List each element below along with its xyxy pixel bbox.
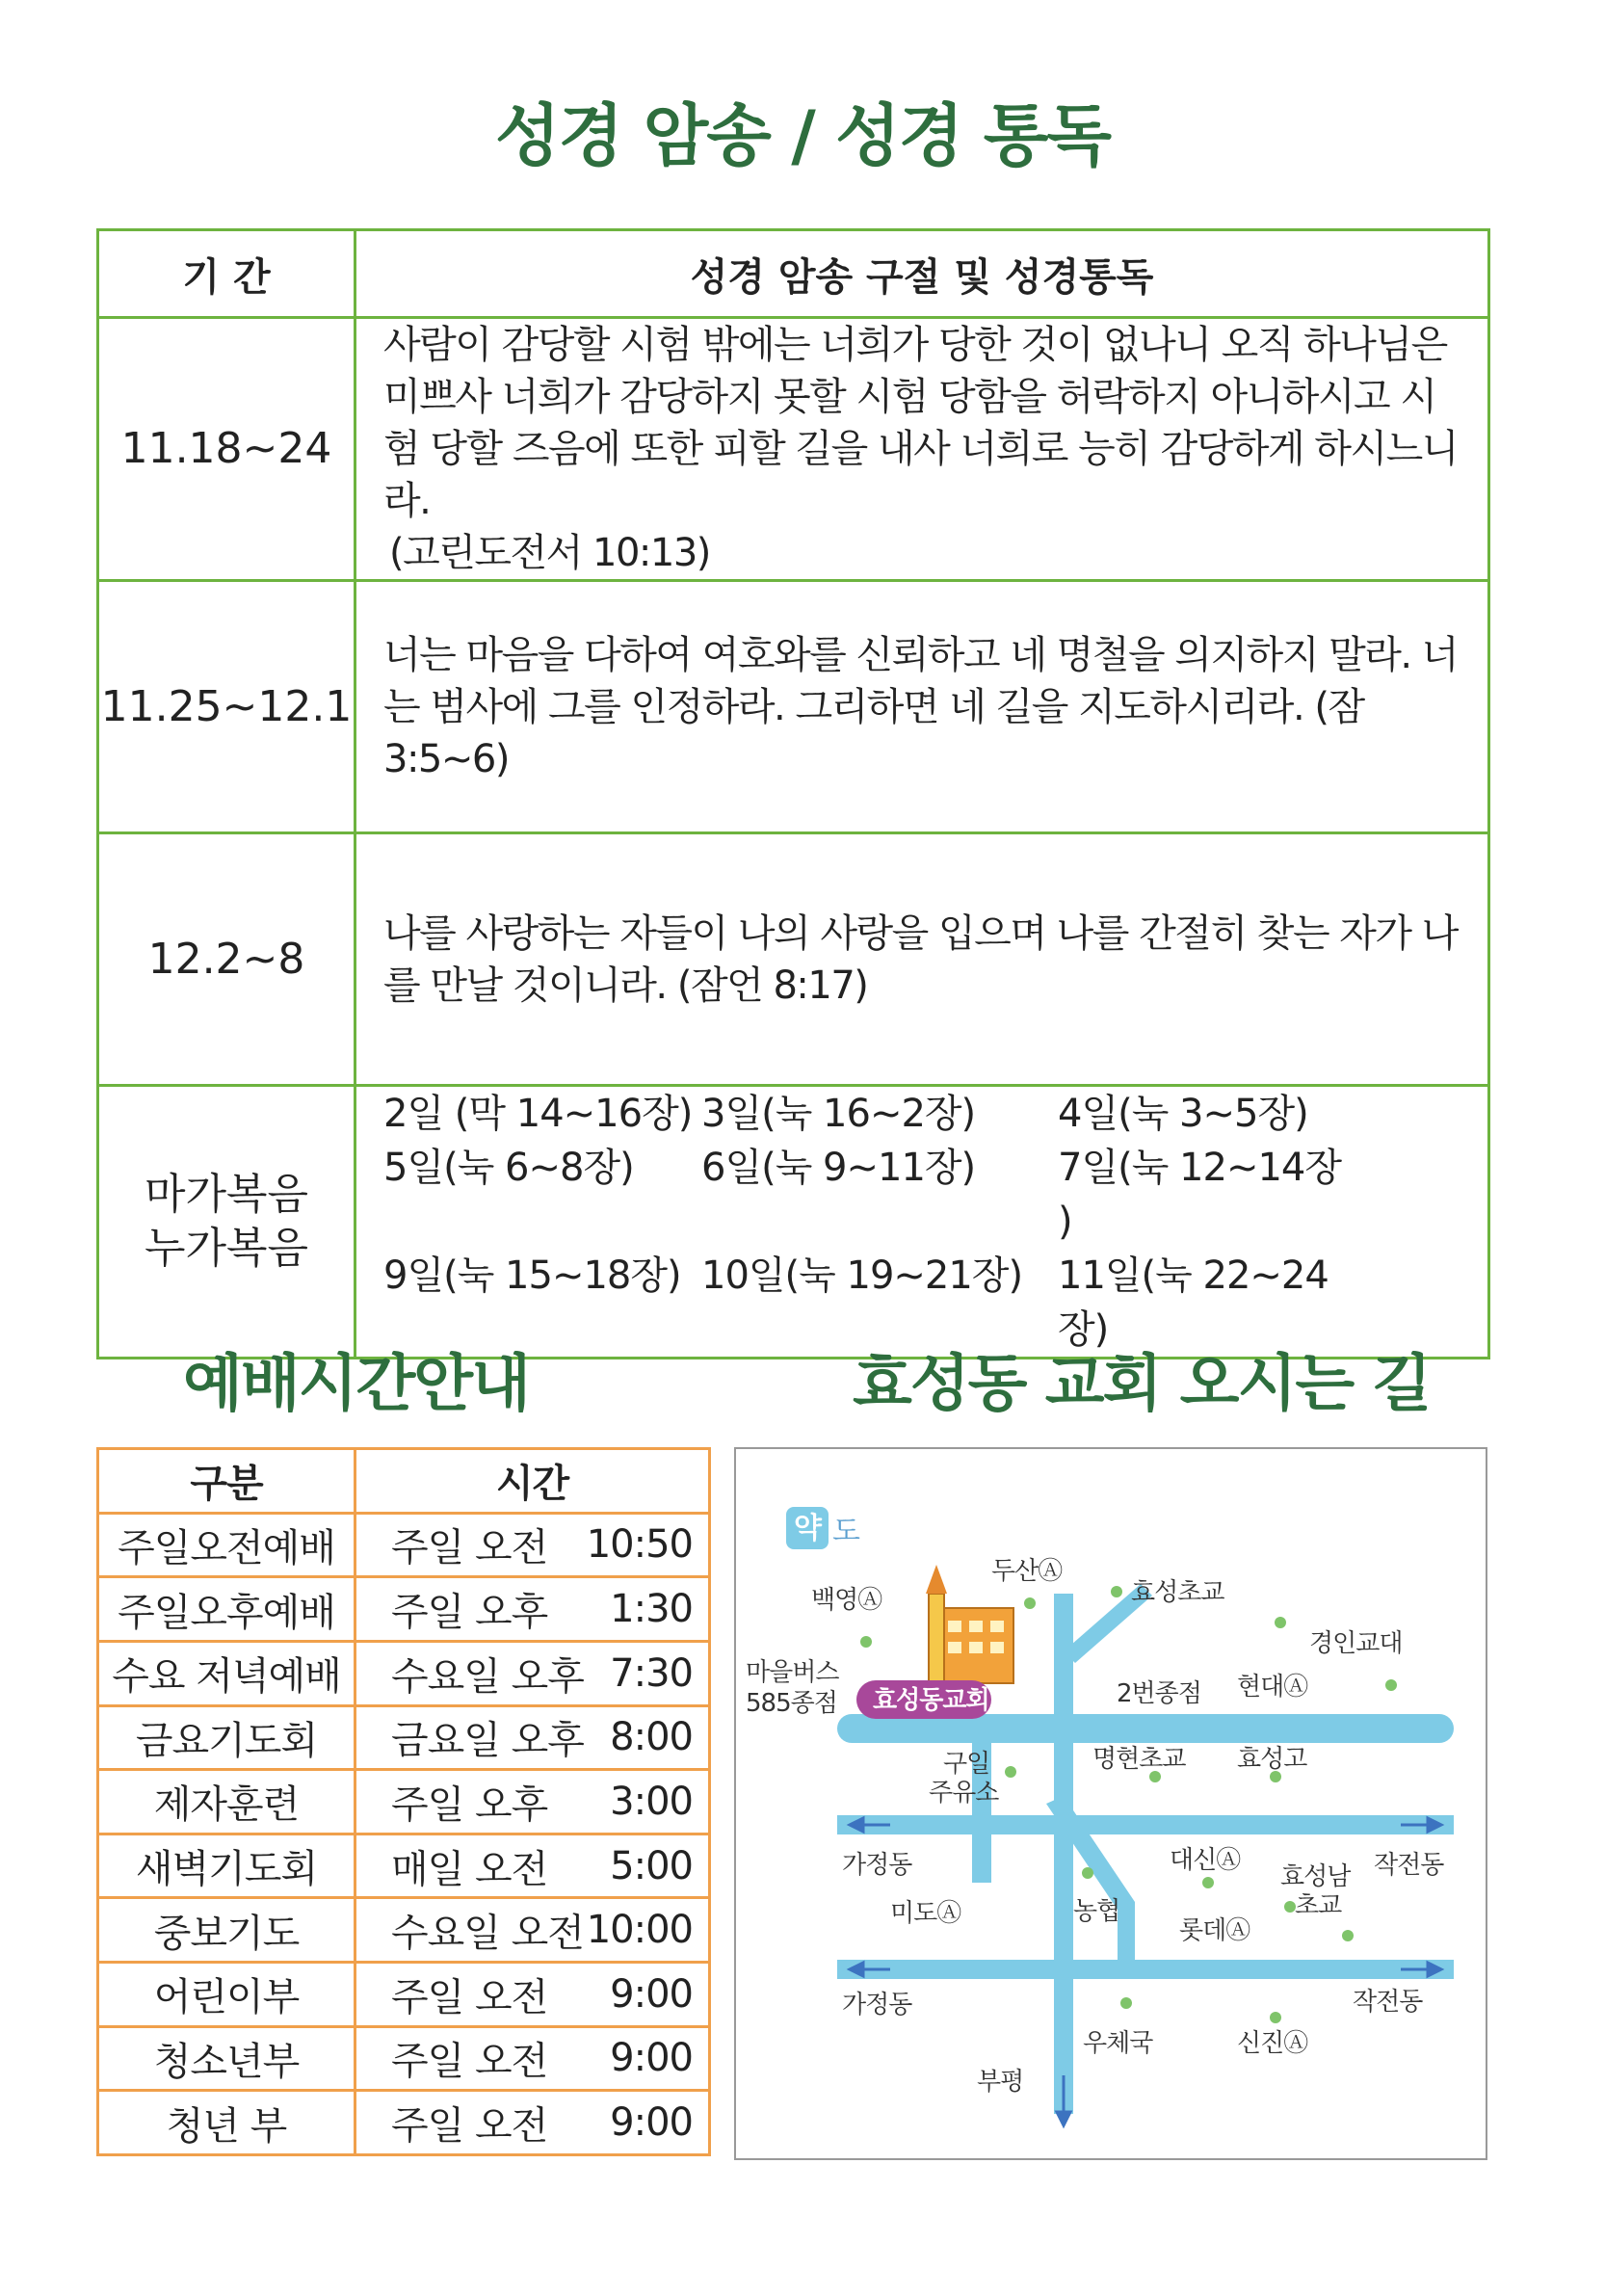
service-time: 9:00 <box>610 1971 693 2017</box>
reading-day: 4일(눅 3~5장) <box>1058 1092 1308 1136</box>
church-map <box>734 1447 1487 2160</box>
service-name: 제자훈련 <box>98 1770 355 1834</box>
map-label: 백영Ⓐ <box>811 1586 882 1615</box>
service-name: 중보기도 <box>98 1898 355 1963</box>
map-label: 초교 <box>1295 1891 1342 1920</box>
map-label: 부평 <box>977 2068 1024 2097</box>
service-day: 주일 오후 <box>391 1590 548 1635</box>
service-when <box>355 1963 710 2027</box>
table-row <box>98 1577 710 1642</box>
period-line: 누가복음 <box>144 1224 308 1273</box>
table-row <box>98 1086 1489 1359</box>
reading-day: 7일(눅 12~14장 ) <box>1058 1146 1342 1244</box>
map-label: 미도Ⓐ <box>890 1899 961 1928</box>
table-row <box>98 1705 710 1770</box>
service-when <box>355 1770 710 1834</box>
map-label: 효성초교 <box>1131 1578 1224 1607</box>
service-day: 금요일 오후 <box>391 1718 584 1763</box>
map-label: 작전동 <box>1374 1851 1444 1880</box>
reading-day: 10일(눅 19~21장) <box>701 1254 1023 1298</box>
reading-day: 9일(눅 15~18장) <box>383 1254 681 1298</box>
map-label: 신진Ⓐ <box>1237 2029 1308 2058</box>
legend-icon <box>786 1507 860 1549</box>
table-row <box>98 2026 710 2091</box>
service-name: 수요 저녁예배 <box>98 1641 355 1705</box>
service-table <box>96 1447 711 2156</box>
service-when <box>355 1513 710 1577</box>
map-label: 효성고 <box>1237 1745 1307 1774</box>
table-row <box>98 1770 710 1834</box>
reading-day: 11일(눅 22~24장) <box>1058 1254 1329 1352</box>
bible-table <box>96 228 1490 1359</box>
map-label: 두산Ⓐ <box>991 1557 1063 1586</box>
map-label: 가정동 <box>842 1851 912 1880</box>
map-label: 가정동 <box>842 1991 912 2019</box>
service-when <box>355 2026 710 2091</box>
table-row <box>98 1834 710 1898</box>
reading-day: 6일(눅 9~11장) <box>701 1146 976 1190</box>
map-label: 2번종점 <box>1117 1679 1201 1708</box>
period-cell: 12.2~8 <box>98 833 355 1086</box>
service-name: 금요기도회 <box>98 1705 355 1770</box>
service-time: 5:00 <box>610 1843 693 1888</box>
map-label: 효성남 <box>1280 1862 1351 1891</box>
map-label: 585종점 <box>746 1689 837 1718</box>
table-row <box>98 1641 710 1705</box>
map-label: 우체국 <box>1083 2029 1153 2058</box>
service-name: 청년 부 <box>98 2091 355 2155</box>
road-vertical <box>1054 1594 1073 2114</box>
service-day: 주일 오전 <box>391 1525 548 1570</box>
map-label: 농협 <box>1073 1897 1120 1926</box>
legend-badge: 약 <box>794 1512 822 1545</box>
service-day: 매일 오전 <box>391 1847 548 1892</box>
verse-cell: 나를 사랑하는 자들이 나의 사랑을 입으며 나를 간절히 찾는 자가 나를 만날 것이니라. (잠언 8:17) <box>355 833 1489 1086</box>
page-title: 성경 암송 / 성경 통독 <box>494 96 1110 175</box>
service-time: 10:00 <box>586 1908 693 1953</box>
table-row <box>98 1513 710 1577</box>
service-name: 청소년부 <box>98 2026 355 2091</box>
reading-grid <box>383 1087 1460 1357</box>
table-row <box>98 1963 710 2027</box>
service-name: 어린이부 <box>98 1963 355 2027</box>
service-when <box>355 1577 710 1642</box>
map-label: 주유소 <box>929 1779 999 1808</box>
service-when <box>355 1641 710 1705</box>
map-label: 대신Ⓐ <box>1170 1846 1241 1875</box>
table-row <box>98 2091 710 2155</box>
service-day: 주일 오전 <box>391 1975 548 2020</box>
map-label: 구일 <box>943 1750 990 1779</box>
service-day: 주일 오후 <box>391 1782 548 1828</box>
map-label: 현대Ⓐ <box>1237 1673 1308 1702</box>
reading-day: 5일(눅 6~8장) <box>383 1146 634 1190</box>
service-when <box>355 1834 710 1898</box>
road-nonghyup <box>1118 1902 1135 1979</box>
service-when <box>355 2091 710 2155</box>
verse-ref: (고린도전서 10:13) <box>389 531 710 575</box>
service-time: 8:00 <box>610 1715 693 1760</box>
service-time: 1:30 <box>610 1587 693 1632</box>
table-row <box>98 1898 710 1963</box>
service-name: 주일오후예배 <box>98 1577 355 1642</box>
verse-text: 사람이 감당할 시험 밖에는 너희가 당한 것이 없나니 오직 하나님은 미쁘사 너희가 감당하지 못할 시험 당함을 허락하지 아니하시고 시험 당할 즈음에 또한 피할 길을 내사 너희로 능히 감당하게 하시느니라. <box>383 323 1458 523</box>
reading-day: 2일 (막 14~16장) <box>383 1092 693 1136</box>
table-header-row <box>98 230 1489 318</box>
period-line: 마가복음 <box>144 1170 308 1219</box>
reading-cell <box>355 1086 1489 1359</box>
table-row <box>98 833 1489 1086</box>
map-label: 롯데Ⓐ <box>1179 1916 1250 1945</box>
table-row <box>98 581 1489 833</box>
map-title: 효성동 교회 오시는 길 <box>853 1349 1431 1420</box>
service-day: 주일 오전 <box>391 2039 548 2084</box>
header-verse: 성경 암송 구절 및 성경통독 <box>355 230 1489 318</box>
road-middle <box>837 1815 1454 1834</box>
reading-day: 3일(눅 16~2장) <box>701 1092 976 1136</box>
map-label: 명현초교 <box>1092 1745 1186 1774</box>
road-lower <box>837 1960 1454 1979</box>
legend-word: 도 <box>832 1515 860 1548</box>
service-time: 9:00 <box>610 2100 693 2146</box>
header-category: 구분 <box>98 1449 355 1514</box>
map-label: 경인교대 <box>1309 1629 1403 1658</box>
service-when <box>355 1898 710 1963</box>
service-name: 주일오전예배 <box>98 1513 355 1577</box>
map-label: 작전동 <box>1353 1988 1423 2017</box>
service-day: 주일 오전 <box>391 2103 548 2149</box>
verse-cell: 너는 마음을 다하여 여호와를 신뢰하고 네 명철을 의지하지 말라. 너는 범사에 그를 인정하라. 그리하면 네 길을 지도하시리라. (잠 3:5~6) <box>355 581 1489 833</box>
table-row <box>98 318 1489 581</box>
verse-cell <box>355 318 1489 581</box>
map-graphic <box>736 1449 1486 2158</box>
service-time: 3:00 <box>610 1779 693 1824</box>
service-day: 수요일 오전 <box>391 1911 584 1956</box>
period-cell <box>98 1086 355 1359</box>
service-time: 10:50 <box>586 1522 693 1568</box>
header-time: 시간 <box>355 1449 710 1514</box>
service-day: 수요일 오후 <box>391 1654 584 1700</box>
period-cell: 11.18~24 <box>98 318 355 581</box>
map-label: 마을버스 <box>746 1658 839 1687</box>
header-period: 기 간 <box>98 230 355 318</box>
service-time: 9:00 <box>610 2036 693 2081</box>
table-header-row <box>98 1449 710 1514</box>
service-when <box>355 1705 710 1770</box>
service-name: 새벽기도회 <box>98 1834 355 1898</box>
service-time: 7:30 <box>610 1650 693 1696</box>
service-title: 예배시간안내 <box>183 1349 529 1420</box>
period-cell: 11.25~12.1 <box>98 581 355 833</box>
arrow-down-icon <box>1057 2112 1070 2125</box>
church-label: 효성동교회 <box>873 1686 989 1715</box>
